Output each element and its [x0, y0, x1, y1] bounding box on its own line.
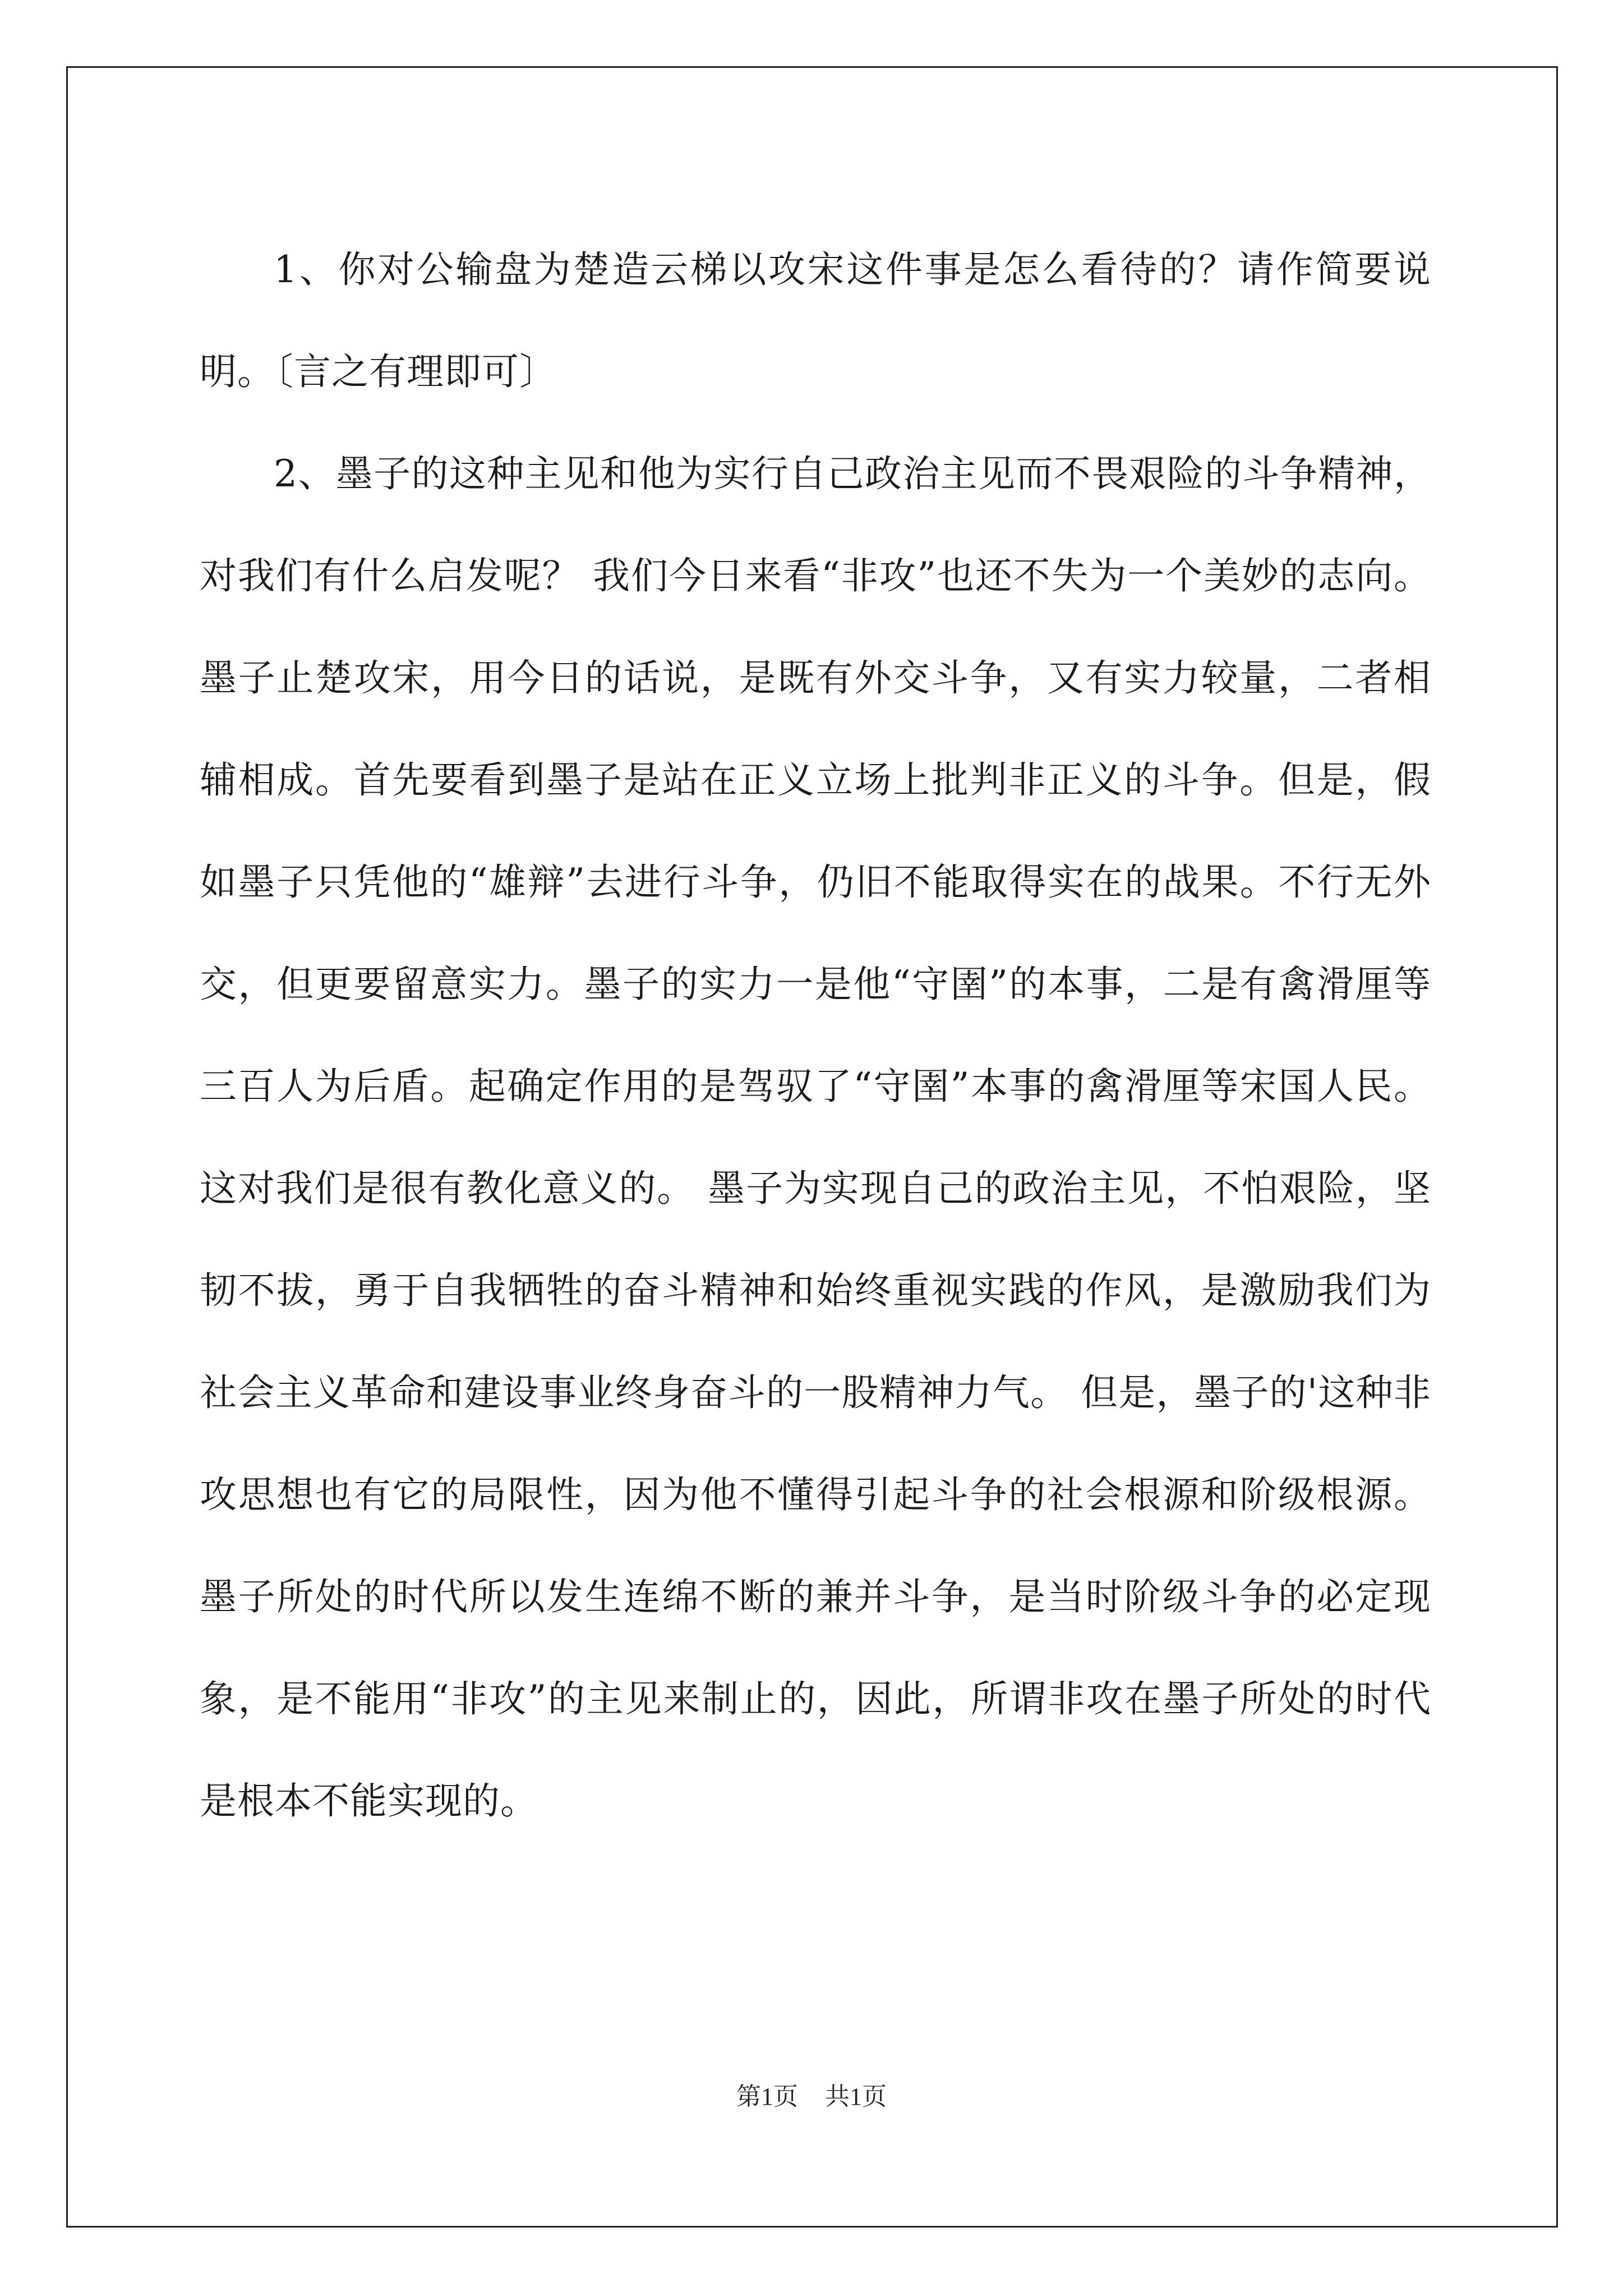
paragraph-question-1: 1、你对公输盘为楚造云梯以攻宋这件事是怎么看待的？请作简要说明。〔言之有理即可〕	[200, 248, 1431, 393]
page-footer	[0, 2080, 1623, 2114]
document-body	[200, 219, 1431, 1852]
page-total: 共1页	[825, 2083, 887, 2110]
paragraph-question-2: 2、墨子的这种主见和他为实行自己政治主见而不畏艰险的斗争精神，对我们有什么启发呢？ 我们今日来看“非攻”也还不失为一个美妙的志向。墨子止楚攻宋，用今日的话说，是既有外交斗争，又有实力较量，二者相辅相成。首先要看到墨子是站在正义立场上批判非正义的斗争。但是，假如墨子只凭他的“雄辩”去进行斗争，仍旧不能取得实在的战果。不行无外交，但更要留意实力。墨子的实力一是他“守圉”的本事，二是有禽滑厘等三百人为后盾。起确定作用的是驾驭了“守圉”本事的禽滑厘等宋国人民。这对我们是很有教化意义的。 墨子为实现自己的政治主见，不怕艰险，坚韧不拔，勇于自我牺牲的奋斗精神和始终重视实践的作风，是激励我们为社会主义革命和建设事业终身奋斗的一股精神力气。 但是，墨子的'这种非攻思想也有它的局限性，因为他不懂得引起斗争的社会根源和阶级根源。墨子所处的时代所以发生连绵不断的兼并斗争，是当时阶级斗争的必定现象，是不能用“非攻”的主见来制止的，因此，所谓非攻在墨子所处的时代是根本不能实现的。	[200, 452, 1431, 1823]
page-number: 第1页	[736, 2083, 798, 2110]
